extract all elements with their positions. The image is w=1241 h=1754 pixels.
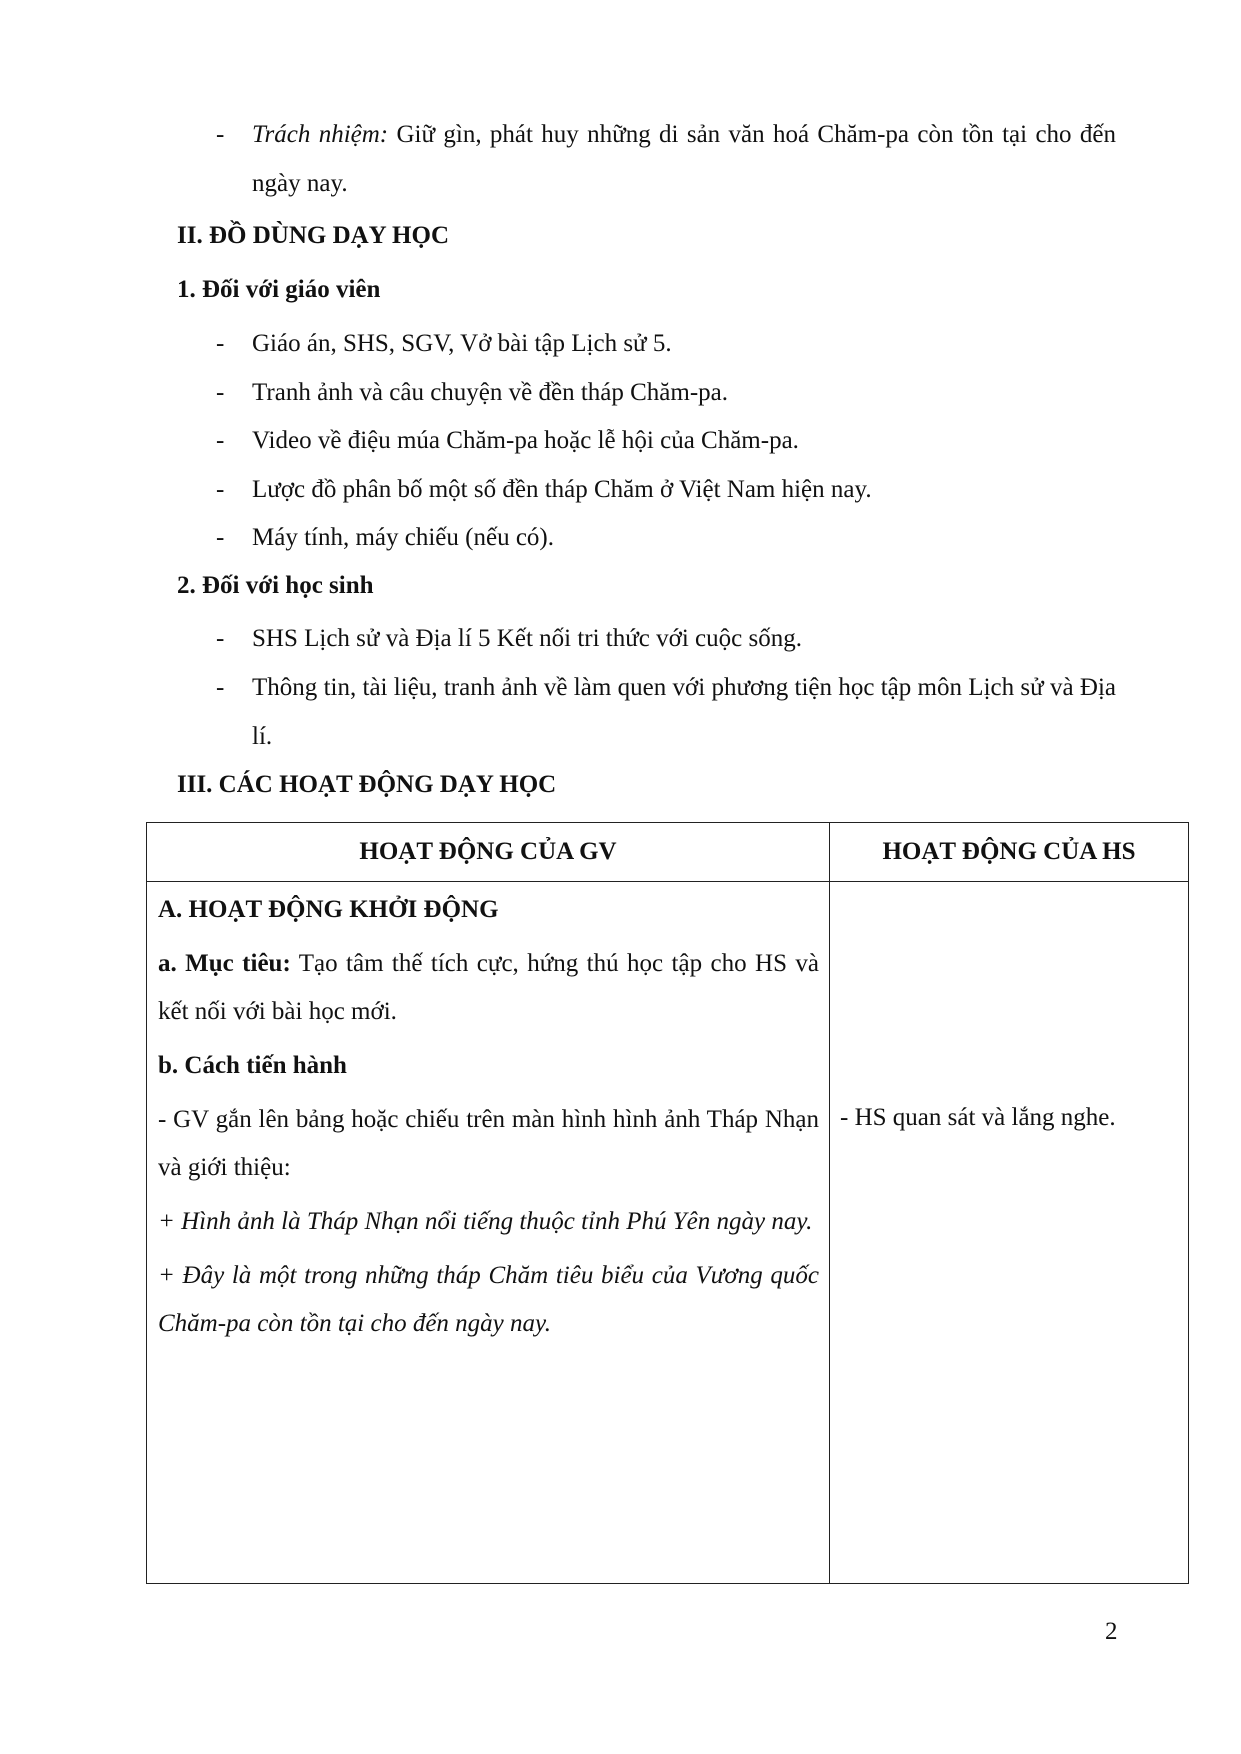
method-label: b. Cách tiến hành <box>158 1052 347 1079</box>
activity-table <box>146 822 1189 1584</box>
page-number: 2 <box>1105 1618 1118 1645</box>
header-gv: HOẠT ĐỘNG CỦA GV <box>147 823 830 882</box>
list-item: - Tranh ảnh và câu chuyện về đền tháp Chăm-pa. <box>216 379 729 406</box>
section-3-title: III. CÁC HOẠT ĐỘNG DẠY HỌC <box>177 771 557 798</box>
point-1: + Hình ảnh là Tháp Nhạn nổi tiếng thuộc tỉnh Phú Yên ngày nay. <box>158 1208 813 1235</box>
list-item: - Thông tin, tài liệu, tranh ảnh về làm quen với phương tiện học tập môn Lịch sử và Địa lí. <box>216 674 1116 750</box>
point-2: + Đây là một trong những tháp Chăm tiêu biểu của Vương quốc Chăm-pa còn tồn tại cho đến ngày nay. <box>158 1262 819 1337</box>
header-hs: HOẠT ĐỘNG CỦA HS <box>830 823 1189 882</box>
bullet-dash: - <box>216 121 225 148</box>
teacher-subtitle: 1. Đối với giáo viên <box>177 276 381 303</box>
objective: a. Mục tiêu: Tạo tâm thế tích cực, hứng thú học tập cho HS và kết nối với bài học mới. <box>158 950 819 1025</box>
hs-response: - HS quan sát và lắng nghe. <box>840 1104 1116 1131</box>
list-item: - SHS Lịch sử và Địa lí 5 Kết nối tri thức với cuộc sống. <box>216 625 802 652</box>
student-subtitle: 2. Đối với học sinh <box>177 572 374 599</box>
list-item: - Giáo án, SHS, SGV, Vở bài tập Lịch sử 5. <box>216 330 672 357</box>
hs-activity-cell <box>830 882 1189 1584</box>
gv-activity-cell <box>147 882 830 1584</box>
table-row <box>147 882 1189 1584</box>
step-text: - GV gắn lên bảng hoặc chiếu trên màn hình hình ảnh Tháp Nhạn và giới thiệu: <box>158 1106 819 1181</box>
list-item: - Video về điệu múa Chăm-pa hoặc lễ hội của Chăm-pa. <box>216 427 799 454</box>
objective-label: a. Mục tiêu: <box>158 950 291 977</box>
table-header-row <box>147 823 1189 882</box>
responsibility-text: Trách nhiệm: Giữ gìn, phát huy những di sản văn hoá Chăm-pa còn tồn tại cho đến ngày nay. <box>252 121 1116 197</box>
part-title: A. HOẠT ĐỘNG KHỞI ĐỘNG <box>158 896 499 923</box>
section-2-title: II. ĐỒ DÙNG DẠY HỌC <box>177 222 449 249</box>
list-item: - Lược đồ phân bố một số đền tháp Chăm ở Việt Nam hiện nay. <box>216 476 872 503</box>
responsibility-bullet <box>216 110 1116 208</box>
responsibility-label: Trách nhiệm: <box>252 121 389 148</box>
list-item: - Máy tính, máy chiếu (nếu có). <box>216 524 554 551</box>
